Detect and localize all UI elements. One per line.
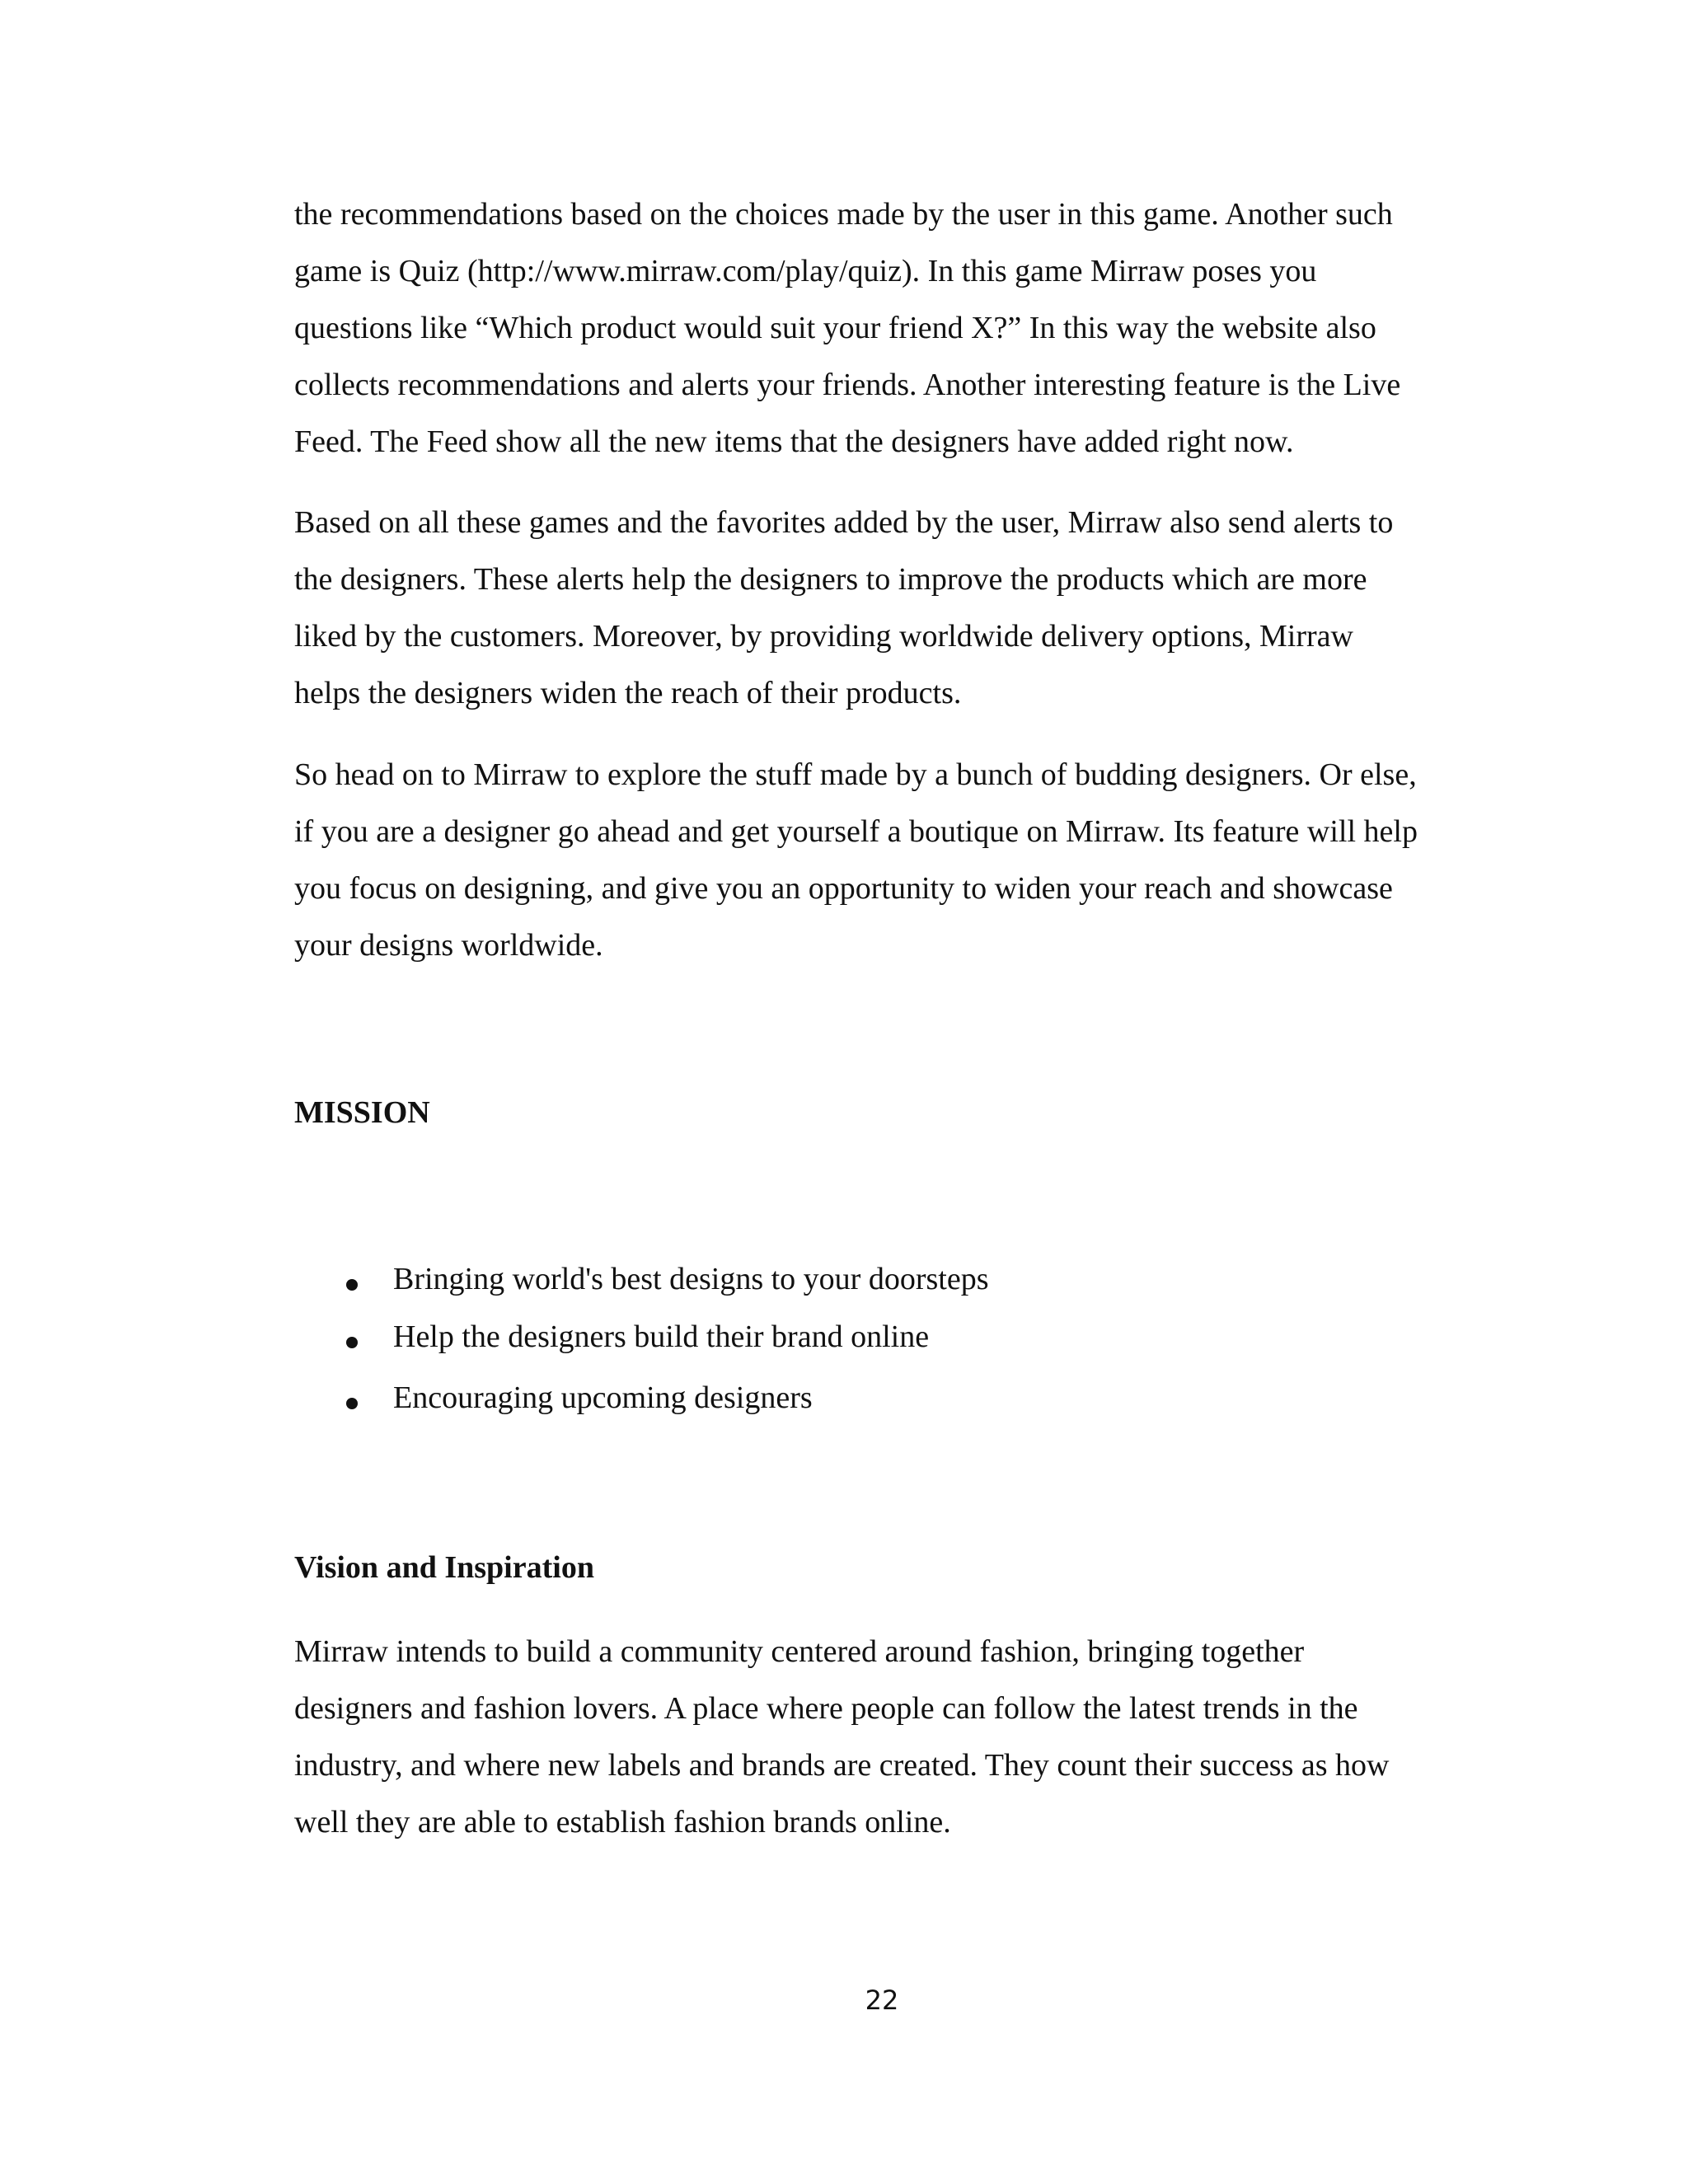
paragraph-line: the designers. These alerts help the designers to improve the products which are more (294, 562, 1367, 597)
paragraph-line: Mirraw intends to build a community centered around fashion, bringing together (294, 1634, 1305, 1669)
paragraph-line: industry, and where new labels and brands are created. They count their success as how (294, 1748, 1390, 1783)
page-number: 22 (865, 1985, 899, 2016)
paragraph-vision (294, 1624, 1473, 1851)
paragraph-line: helps the designers widen the reach of their products. (294, 676, 962, 710)
paragraph-line: liked by the customers. Moreover, by providing worldwide delivery options, Mirraw (294, 619, 1353, 654)
paragraph-line: the recommendations based on the choices made by the user in this game. Another such (294, 197, 1393, 232)
bullet-icon (346, 1337, 358, 1348)
paragraph-line: Based on all these games and the favorites added by the user, Mirraw also send alerts to (294, 505, 1394, 540)
bullet-icon (346, 1279, 358, 1291)
list-item-text: Bringing world's best designs to your doorsteps (393, 1262, 989, 1296)
paragraph-line: if you are a designer go ahead and get yourself a boutique on Mirraw. Its feature will help (294, 814, 1418, 849)
paragraph-line: your designs worldwide. (294, 928, 603, 963)
paragraph-line: game is Quiz (http://www.mirraw.com/play/quiz). In this game Mirraw poses you (294, 254, 1317, 288)
list-item-text: Encouraging upcoming designers (393, 1380, 813, 1415)
paragraph-line: collects recommendations and alerts your friends. Another interesting feature is the Live (294, 368, 1401, 402)
paragraph-line: questions like “Which product would suit your friend X?” In this way the website also (294, 311, 1376, 345)
list-item-text: Help the designers build their brand online (393, 1319, 930, 1354)
paragraph-line: you focus on designing, and give you an opportunity to widen your reach and showcase (294, 871, 1393, 906)
mission-heading: MISSION (294, 1095, 430, 1130)
paragraph-alerts (294, 494, 1473, 722)
paragraph-line: Feed. The Feed show all the new items that the designers have added right now. (294, 424, 1294, 459)
bullet-icon (346, 1398, 358, 1409)
paragraph-head-on (294, 747, 1473, 974)
paragraph-line: So head on to Mirraw to explore the stuff made by a bunch of budding designers. Or else, (294, 757, 1417, 792)
paragraph-line: designers and fashion lovers. A place where people can follow the latest trends in the (294, 1691, 1358, 1726)
paragraph-line: well they are able to establish fashion brands online. (294, 1805, 951, 1840)
vision-heading: Vision and Inspiration (294, 1550, 594, 1585)
paragraph-games (294, 186, 1473, 471)
